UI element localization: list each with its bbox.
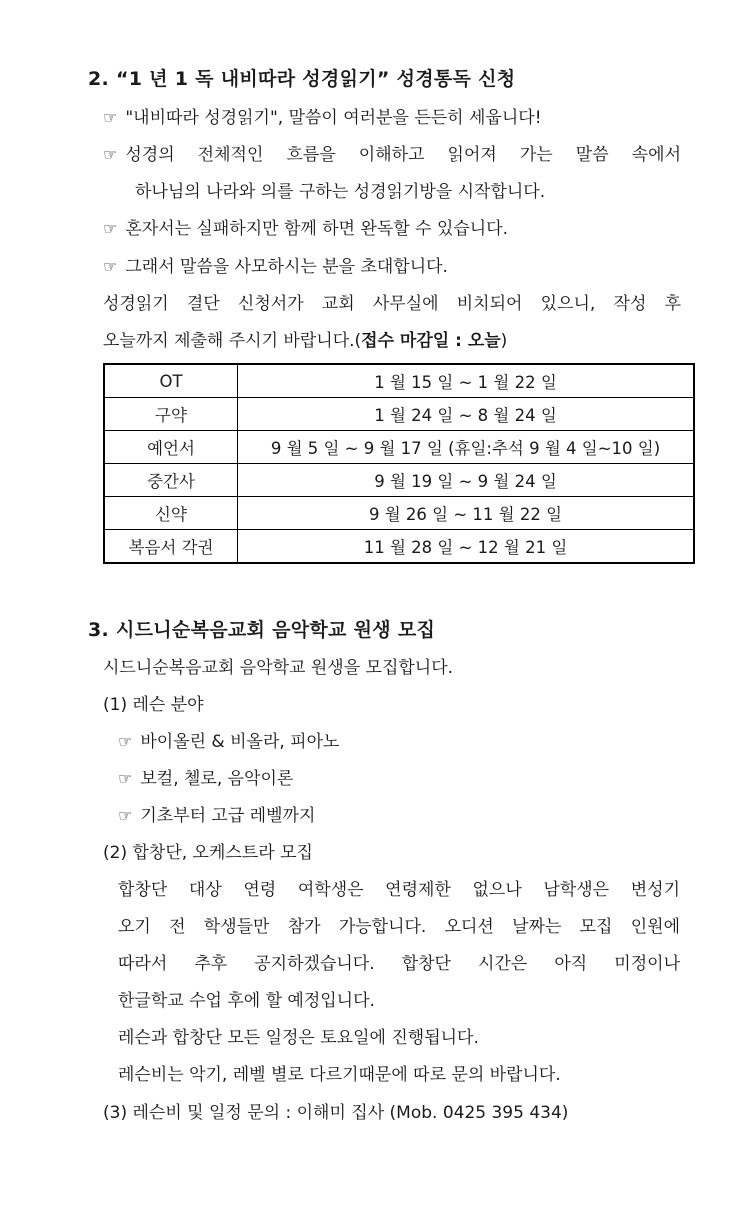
period-name-cell: 구약 [104,398,238,431]
section3-sub2-title: (2) 합창단, 오케스트라 모집 [103,843,313,863]
section2-para-line2-suffix: ) [500,331,508,351]
section2-bullet2 [103,143,681,167]
table-row [104,431,694,464]
period-dates-cell: 9 월 26 일 ~ 11 월 22 일 [238,497,695,530]
pointing-hand-icon: ☞ [118,769,133,788]
period-name-cell: 복음서 각권 [104,530,238,564]
section3-sub2-line6: 레슨비는 악기, 레벨 별로 다르기때문에 따로 문의 바랍니다. [118,1065,561,1085]
pointing-hand-icon: ☞ [103,219,118,238]
reading-schedule-table [103,363,695,564]
table-row [104,364,694,398]
period-dates-cell: 11 월 28 일 ~ 12 월 21 일 [238,530,695,564]
pointing-hand-icon: ☞ [118,806,133,825]
lesson-item-text: 기초부터 고급 레벨까지 [140,806,316,826]
period-name-cell: 중간사 [104,464,238,497]
section3-sub2-line3: 따라서 추후 공지하겠습니다. 합창단 시간은 아직 미정이나 [118,954,680,974]
section3-contact: (3) 레슨비 및 일정 문의 : 이해미 집사 (Mob. 0425 395 434) [103,1103,569,1123]
section2-para-line2-prefix: 오늘까지 제출해 주시기 바랍니다.( [103,331,362,351]
period-dates-cell: 1 월 15 일 ~ 1 월 22 일 [238,364,695,398]
section2-bullet3 [103,217,508,241]
period-dates-cell: 9 월 19 일 ~ 9 월 24 일 [238,464,695,497]
section2-para-line2 [103,329,507,353]
pointing-hand-icon: ☞ [103,257,118,276]
deadline-label: 접수 마감일 : 오늘 [361,331,501,351]
lesson-item [118,730,339,754]
section2-bullet1-text: "내비따라 성경읽기", 말씀이 여러분을 든든히 세웁니다! [125,108,542,128]
section2-bullet3-text: 혼자서는 실패하지만 함께 하면 완독할 수 있습니다. [125,219,509,239]
lesson-item-text: 보컬, 첼로, 음악이론 [140,769,294,789]
lesson-item [118,804,315,828]
section2-para-line1: 성경읽기 결단 신청서가 교회 사무실에 비치되어 있으니, 작성 후 [103,294,681,314]
table-row [104,464,694,497]
section2-bullet4-text: 그래서 말씀을 사모하시는 분을 초대합니다. [125,257,448,277]
section3-sub1-title: (1) 레슨 분야 [103,695,204,715]
section2-bullet2-line2: 하나님의 나라와 의를 구하는 성경읽기방을 시작합니다. [135,182,546,202]
period-name-cell: 신약 [104,497,238,530]
period-dates-cell: 9 월 5 일 ~ 9 월 17 일 (휴일:추석 9 월 4 일~10 일) [238,431,695,464]
section3-sub2-line1: 합창단 대상 연령 여학생은 연령제한 없으나 남학생은 변성기 [118,880,680,900]
section2-heading: 2. “1 년 1 독 내비따라 성경읽기” 성경통독 신청 [88,68,516,90]
section3-sub2-line2: 오기 전 학생들만 참가 가능합니다. 오디션 날짜는 모집 인원에 [118,917,680,937]
section2-bullet4 [103,255,448,279]
period-name-cell: 예언서 [104,431,238,464]
lesson-item [118,767,293,791]
section2-bullet2-line1: 성경의 전체적인 흐름을 이해하고 읽어져 가는 말씀 속에서 [125,145,681,165]
pointing-hand-icon: ☞ [103,145,118,164]
section3-sub2-line5: 레슨과 합창단 모든 일정은 토요일에 진행됩니다. [118,1028,479,1048]
section3-heading: 3. 시드니순복음교회 음악학교 원생 모집 [88,619,436,641]
table-row [104,530,694,564]
pointing-hand-icon: ☞ [118,732,133,751]
lesson-item-text: 바이올린 & 비올라, 피아노 [140,732,340,752]
section2-bullet1 [103,106,542,130]
period-name-cell: OT [104,364,238,398]
section3-sub2-line4: 한글학교 수업 후에 할 예정입니다. [118,991,375,1011]
table-row [104,398,694,431]
table-row [104,497,694,530]
period-dates-cell: 1 월 24 일 ~ 8 월 24 일 [238,398,695,431]
pointing-hand-icon: ☞ [103,108,118,127]
section3-intro: 시드니순복음교회 음악학교 원생을 모집합니다. [103,658,454,678]
